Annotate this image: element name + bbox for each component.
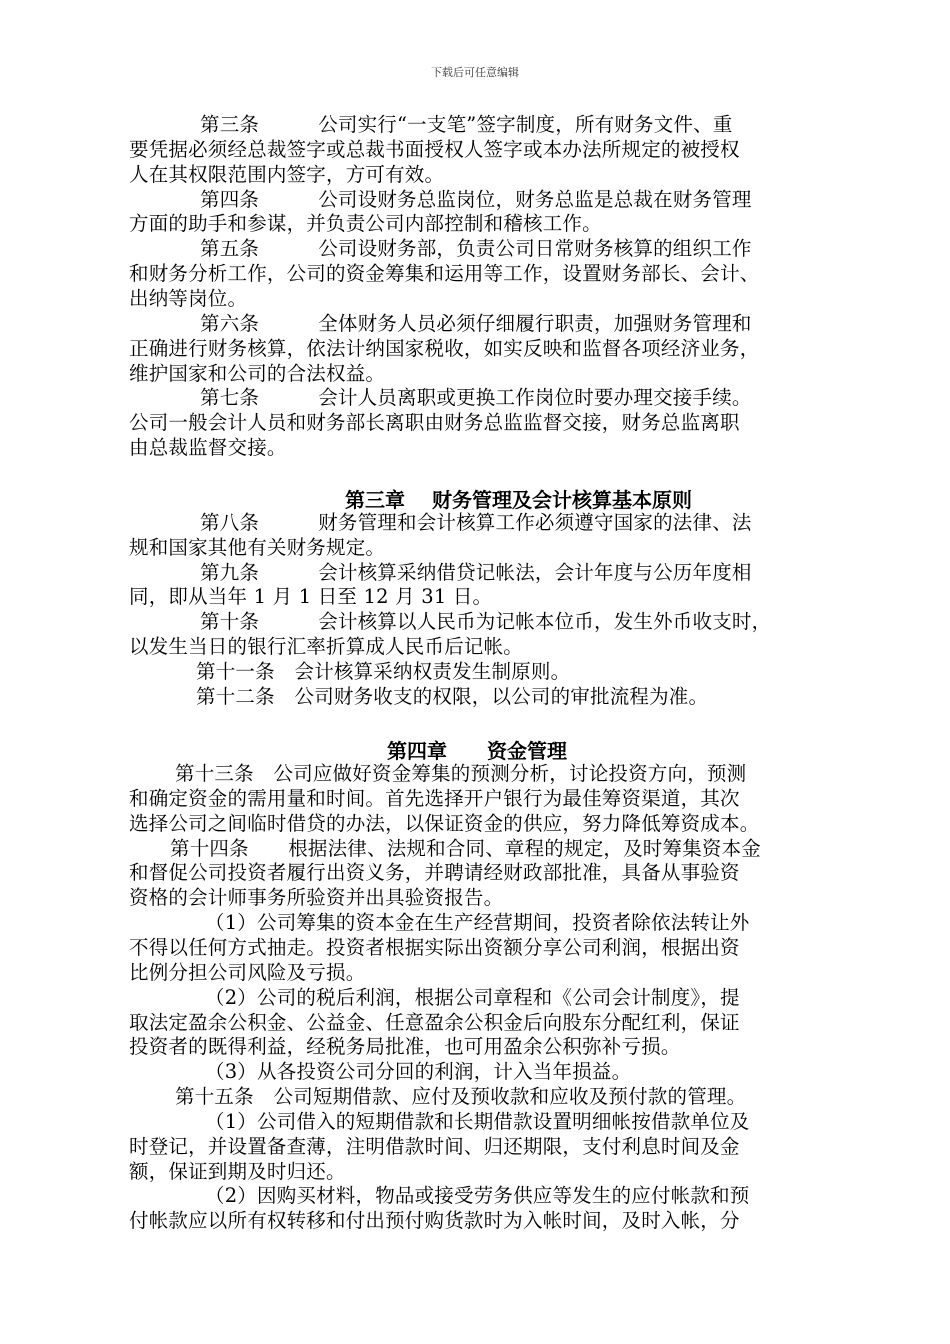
text-line: 第十一条 会计核算采纳权责发生制原则。 [196, 659, 571, 683]
text-line: 第十四条 根据法律、法规和合同、章程的规定，及时筹集资本金 [170, 836, 762, 860]
text-line: 比例分担公司风险及亏损。 [129, 960, 366, 984]
text-line: 以发生当日的银行汇率折算成人民币后记帐。 [129, 635, 524, 658]
text-line: 额，保证到期及时归还。 [129, 1159, 346, 1183]
text-line: （2）公司的税后利润，根据公司章程和《公司会计制度》，提 [205, 985, 740, 1009]
text-line: 规和国家其他有关财务规定。 [129, 535, 386, 559]
text-line: 第六条 全体财务人员必须仔细履行职责，加强财务管理和 [200, 311, 752, 335]
text-line: 出纳等岗位。 [129, 286, 248, 310]
text-line: 第十条 会计核算以人民币为记帐本位币，发生外币收支时， [200, 610, 772, 634]
text-line: （1）公司借入的短期借款和长期借款设置明细帐按借款单位及 [205, 1109, 750, 1133]
text-line: 公司一般会计人员和财务部长离职由财务总监监督交接，财务总监离职 [129, 411, 740, 435]
text-line: 要凭据必须经总裁签字或总裁书面授权人签字或本办法所规定的被授权 [129, 137, 740, 161]
text-line: 维护国家和公司的合法权益。 [129, 361, 386, 385]
text-line: 第十二条 公司财务收支的权限，以公司的审批流程为准。 [196, 684, 709, 708]
text-line: 第五条 公司设财务部，负责公司日常财务核算的组织工作 [200, 237, 752, 261]
text-line: 第十三条 公司应做好资金筹集的预测分析，讨论投资方向，预测 [175, 762, 747, 785]
text-line: （1）公司筹集的资本金在生产经营期间，投资者除依法转让外 [205, 911, 750, 935]
text-line: 时登记，并设置备查薄，注明借款时间、归还期限，支付利息时间及金 [129, 1134, 740, 1158]
text-line: 和财务分析工作，公司的资金筹集和运用等工作，设置财务部长、会计、 [129, 262, 760, 286]
text-line: 人在其权限范围内签字，方可有效。 [129, 162, 445, 186]
text-line: 和确定资金的需用量和时间。首先选择开户银行为最佳筹资渠道，其次 [129, 786, 740, 810]
text-line: 第七条 会计人员离职或更换工作岗位时要办理交接手续。 [200, 386, 752, 410]
text-line: 同，即从当年 1 月 1 日至 12 月 31 日。 [129, 585, 493, 609]
text-line: 和督促公司投资者履行出资义务，并聘请经财政部批准，具备从事验资 [129, 861, 740, 885]
text-line: 第四条 公司设财务总监岗位，财务总监是总裁在财务管理 [200, 187, 752, 211]
text-line: 第九条 会计核算采纳借贷记帐法，会计年度与公历年度相 [200, 560, 752, 584]
text-line: 第十五条 公司短期借款、应付及预收款和应收及预付款的管理。 [175, 1085, 747, 1109]
text-line: 取法定盈余公积金、公益金、任意盈余公积金后向股东分配红利，保证 [129, 1010, 740, 1034]
chapter-heading: 第四章 资金管理 [387, 739, 567, 763]
text-line: （3）从各投资公司分回的利润，计入当年损益。 [205, 1060, 632, 1084]
text-line: 不得以任何方式抽走。投资者根据实际出资额分享公司利润，根据出资 [129, 935, 740, 959]
text-line: 方面的助手和参谋，并负责公司内部控制和稽核工作。 [129, 212, 602, 236]
text-line: （2）因购买材料，物品或接受劳务供应等发生的应付帐款和预 [205, 1184, 750, 1208]
text-line: 选择公司之间临时借贷的办法，以保证资金的供应，努力降低筹资成本。 [129, 811, 760, 835]
text-line: 投资者的既得利益，经税务局批准，也可用盈余公积弥补亏损。 [129, 1035, 681, 1059]
text-line: 正确进行财务核算，依法计纳国家税收，如实反映和监督各项经济业务， [129, 336, 760, 360]
text-line: 付帐款应以所有权转移和付出预付购货款时为入帐时间，及时入帐，分 [129, 1209, 740, 1233]
text-line: 第八条 财务管理和会计核算工作必须遵守国家的法律、法 [200, 511, 752, 534]
chapter-heading: 第三章 财务管理及会计核算基本原则 [345, 488, 692, 512]
text-line: 资格的会计师事务所验资并出具验资报告。 [129, 886, 504, 910]
text-line: 第三条 公司实行“一支笔”签字制度，所有财务文件、重 [200, 113, 733, 136]
page-header: 下载后可任意编辑 [431, 66, 519, 79]
text-line: 由总裁监督交接。 [129, 436, 287, 460]
